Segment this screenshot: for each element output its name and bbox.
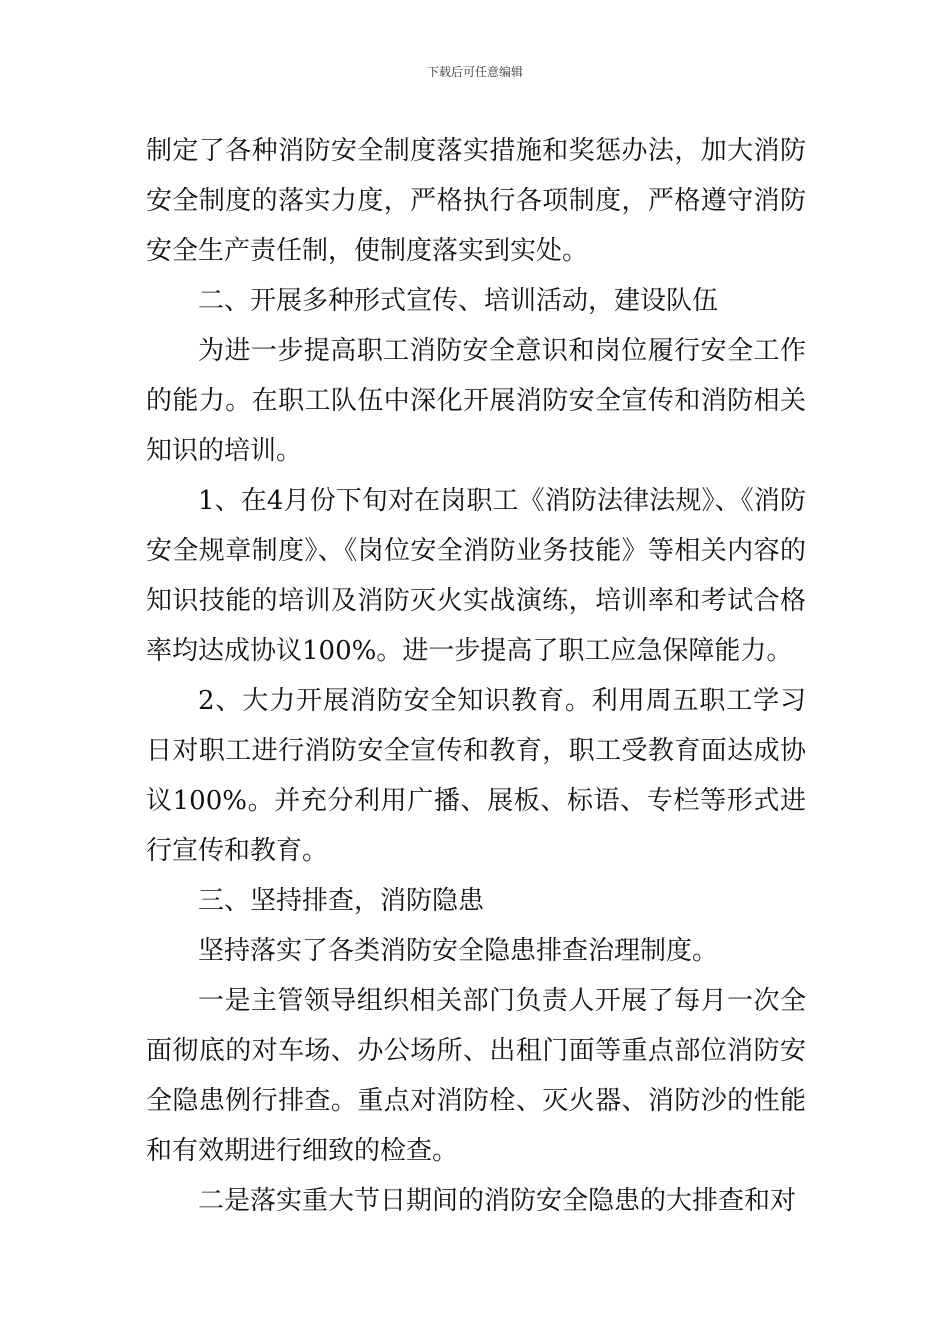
paragraph: 1、在4月份下旬对在岗职工《消防法律法规》、《消防安全规章制度》、《岗位安全消防业务技能》等相关内容的知识技能的培训及消防灭火实战演练，培训率和考试合格率均达成协议100%。进一步提高了职工应急保障能力。 xyxy=(146,486,806,666)
paragraph: 为进一步提高职工消防安全意识和岗位履行安全工作的能力。在职工队伍中深化开展消防安全宣传和消防相关知识的培训。 xyxy=(146,336,806,466)
paragraph: 二是落实重大节日期间的消防安全隐患的大排查和对 xyxy=(198,1186,797,1216)
paragraph: 2、大力开展消防安全知识教育。利用周五职工学习日对职工进行消防安全宣传和教育，职工受教育面达成协议100%。并充分利用广播、展板、标语、专栏等形式进行宣传和教育。 xyxy=(146,686,806,866)
paragraph: 坚持落实了各类消防安全隐患排查治理制度。 xyxy=(198,936,719,966)
page-header: 下载后可任意编辑 xyxy=(426,65,523,79)
document-body xyxy=(146,126,806,1226)
paragraph: 一是主管领导组织相关部门负责人开展了每月一次全面彻底的对车场、办公场所、出租门面等重点部位消防安全隐患例行排查。重点对消防栓、灭火器、消防沙的性能和有效期进行细致的检查。 xyxy=(146,986,806,1166)
section-heading: 二、开展多种形式宣传、培训活动，建设队伍 xyxy=(198,286,719,316)
paragraph: 制定了各种消防安全制度落实措施和奖惩办法，加大消防安全制度的落实力度，严格执行各项制度，严格遵守消防安全生产责任制，使制度落实到实处。 xyxy=(146,136,806,266)
section-heading: 三、坚持排查，消防隐患 xyxy=(198,886,485,916)
